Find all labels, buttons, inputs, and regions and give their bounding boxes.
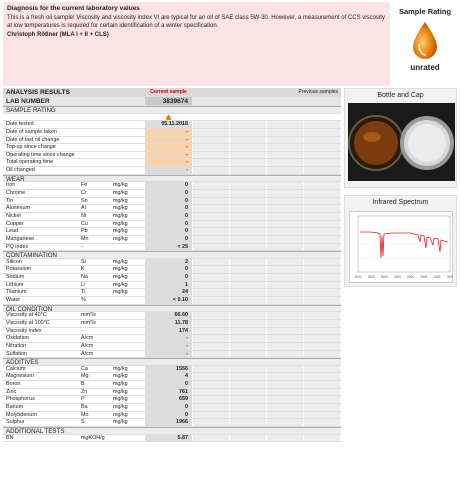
current-value: 2 <box>145 259 192 266</box>
current-value: - <box>145 144 192 151</box>
row-unit <box>113 312 143 319</box>
diagnosis-box <box>3 2 390 86</box>
row-label: Lithium <box>6 281 24 288</box>
row-label: Water <box>6 297 21 304</box>
table-row <box>3 282 341 290</box>
current-value: 0 <box>145 213 192 220</box>
row-symbol: - <box>81 327 83 334</box>
row-label: BN <box>6 434 14 441</box>
flame-icon <box>145 114 192 121</box>
table-row <box>3 320 341 328</box>
table-row <box>3 198 341 206</box>
previous-values-cell <box>193 289 341 296</box>
row-label: Oil changed <box>6 167 35 174</box>
row-label: Date of sample taken <box>6 128 57 135</box>
row-unit <box>113 343 143 350</box>
previous-values-cell <box>193 435 341 442</box>
previous-values-cell <box>193 198 341 205</box>
row-unit: mg/kg <box>113 235 128 242</box>
previous-values-cell <box>193 213 341 220</box>
row-unit: mg/kg <box>113 228 128 235</box>
lab-number-row <box>3 97 341 106</box>
row-symbol: Li <box>81 281 86 288</box>
row-unit <box>113 335 143 342</box>
current-value: - <box>145 137 192 144</box>
ir-tick-label: 500 <box>447 275 453 279</box>
current-value: 0 <box>145 205 192 212</box>
infrared-spectrum-title: Infrared Spectrum <box>372 199 429 206</box>
table-row <box>3 129 341 137</box>
lab-number-value: 3839674 <box>145 97 192 105</box>
current-value: 05.11.2018 <box>145 121 192 128</box>
table-row <box>3 236 341 244</box>
row-label: Viscosity index <box>6 327 42 334</box>
table-row <box>3 190 341 198</box>
current-value: - <box>145 335 192 342</box>
row-symbol: Mn <box>81 235 89 242</box>
table-row <box>3 266 341 274</box>
section-header <box>3 358 341 366</box>
previous-values-cell <box>193 167 341 174</box>
current-value: 0 <box>145 381 192 388</box>
current-value: 0 <box>145 404 192 411</box>
sample-rating-box <box>392 2 458 86</box>
row-label: Tin <box>6 197 14 204</box>
row-symbol: - <box>81 243 83 250</box>
previous-values-cell <box>193 312 341 319</box>
diagnosis-text: This is a fresh oil sample! Viscosity and viscosity index VI are typical for an oil of SAE class 5W-30. However, a measurement of CCS viscosity at low temperatures is required for certain identification of a winter specification. <box>7 15 385 29</box>
row-unit <box>113 297 143 304</box>
ir-tick-label: 3000 <box>380 275 388 279</box>
table-row <box>3 373 341 381</box>
table-row <box>3 167 341 175</box>
ir-tick-label: 1000 <box>433 275 441 279</box>
row-unit: mg/kg <box>113 381 128 388</box>
row-label: Top-up since change <box>6 144 56 151</box>
row-label: Barium <box>6 403 24 410</box>
row-symbol: Ca <box>81 365 88 372</box>
table-row <box>3 389 341 397</box>
table-row <box>3 335 341 343</box>
row-unit: mg/kg <box>113 365 128 372</box>
row-label: Phosphorus <box>6 396 35 403</box>
previous-values-cell <box>193 274 341 281</box>
section-title: SAMPLE RATING <box>6 107 56 113</box>
row-label: Potassium <box>6 266 32 273</box>
table-row <box>3 351 341 359</box>
row-unit: mg/kg <box>113 289 128 296</box>
row-symbol: Na <box>81 274 88 281</box>
table-row <box>3 343 341 351</box>
row-symbol: S <box>81 419 85 426</box>
table-row <box>3 274 341 282</box>
row-unit: mg/kg <box>113 403 128 410</box>
row-unit <box>113 328 143 335</box>
previous-values-cell <box>193 159 341 166</box>
row-label: Titanium <box>6 289 27 296</box>
row-unit: mg/kg <box>113 419 128 426</box>
previous-values-cell <box>193 282 341 289</box>
row-symbol: Cu <box>81 220 88 227</box>
row-symbol: Pb <box>81 228 88 235</box>
row-symbol: Mo <box>81 411 89 418</box>
table-row <box>3 244 341 252</box>
row-unit: mg/kg <box>113 197 128 204</box>
previous-values-cell <box>193 404 341 411</box>
previous-values-cell <box>193 129 341 136</box>
current-value: < 0.10 <box>145 297 192 304</box>
current-value: 66.60 <box>145 312 192 319</box>
row-unit: mg/kg <box>113 220 128 227</box>
table-row <box>3 221 341 229</box>
row-symbol: K <box>81 266 85 273</box>
table-row <box>3 312 341 320</box>
table-row <box>3 419 341 427</box>
previous-values-cell <box>193 328 341 335</box>
previous-values-cell <box>193 205 341 212</box>
section-header-sample-rating <box>3 106 341 114</box>
row-symbol: B <box>81 381 85 388</box>
row-unit: mg/kg <box>113 281 128 288</box>
row-unit: mg/kg <box>113 396 128 403</box>
row-label: Date tested <box>6 121 34 128</box>
previous-values-cell <box>193 190 341 197</box>
infrared-spectrum-panel <box>344 195 457 287</box>
table-row <box>3 366 341 374</box>
current-value: 0 <box>145 182 192 189</box>
diagnosis-title: Diagnosis for the current laboratory values <box>7 5 140 12</box>
row-label: Magnesium <box>6 373 34 380</box>
previous-values-cell <box>193 137 341 144</box>
rating-flame-row <box>3 114 341 122</box>
table-row <box>3 289 341 297</box>
current-value: 0 <box>145 236 192 243</box>
row-symbol: Mg <box>81 373 89 380</box>
current-value: 0 <box>145 412 192 419</box>
sample-rating-value: unrated <box>410 63 440 72</box>
current-value: < 25 <box>145 244 192 251</box>
bottle-cap-photo <box>348 103 455 181</box>
row-symbol: mm²/s <box>81 312 96 319</box>
row-label: PQ index <box>6 243 29 250</box>
row-label: Sodium <box>6 274 25 281</box>
previous-values-cell <box>193 259 341 266</box>
row-symbol: Ni <box>81 212 87 219</box>
row-symbol: A/cm <box>81 335 94 342</box>
table-row <box>3 137 341 145</box>
row-symbol: A/cm <box>81 350 94 357</box>
bottle-cap-title: Bottle and Cap <box>377 92 424 99</box>
row-unit: mg/kg <box>113 274 128 281</box>
current-value: 24 <box>145 289 192 296</box>
row-label: Viscosity at 100°C <box>6 319 50 326</box>
table-row <box>3 404 341 412</box>
row-symbol: P <box>81 396 85 403</box>
row-unit: mg/kg <box>113 190 128 197</box>
previous-values-cell <box>193 266 341 273</box>
previous-values-cell <box>193 144 341 151</box>
row-symbol: mgKOH/g <box>81 434 105 441</box>
section-title: ADDITIVES <box>6 359 39 365</box>
table-row <box>3 381 341 389</box>
current-value: 4 <box>145 373 192 380</box>
row-label: Date of last oil change <box>6 136 60 143</box>
row-label: Copper <box>6 220 24 227</box>
ir-tick-label: 2500 <box>393 275 401 279</box>
section-header <box>3 251 341 259</box>
previous-values-cell <box>193 373 341 380</box>
table-row <box>3 259 341 267</box>
section-header <box>3 175 341 183</box>
row-label: Molybdenum <box>6 411 37 418</box>
row-symbol: Zn <box>81 388 88 395</box>
previous-values-cell <box>193 366 341 373</box>
previous-values-cell <box>193 419 341 426</box>
row-symbol: Al <box>81 205 86 212</box>
table-row <box>3 396 341 404</box>
row-symbol: Fe <box>81 182 88 189</box>
table-row <box>3 213 341 221</box>
ir-tick-label: 3500 <box>367 275 375 279</box>
current-value: 761 <box>145 389 192 396</box>
row-unit: mg/kg <box>113 388 128 395</box>
ir-spectrum-line <box>360 232 448 258</box>
infrared-spectrum-plot <box>349 211 453 283</box>
previous-values-cell <box>193 297 341 304</box>
section-title: ADDITIONAL TESTS <box>6 427 65 434</box>
row-unit <box>113 435 143 442</box>
ir-tick-label: 1500 <box>420 275 428 279</box>
current-value: 0 <box>145 198 192 205</box>
row-symbol: Ti <box>81 289 86 296</box>
row-symbol: mm²/s <box>81 319 96 326</box>
previous-values-cell <box>193 121 341 128</box>
section-title: WEAR <box>6 175 25 182</box>
current-value: 1556 <box>145 366 192 373</box>
row-symbol: Cr <box>81 190 87 197</box>
current-value: 0 <box>145 274 192 281</box>
row-unit: mg/kg <box>113 212 128 219</box>
analysis-results-header <box>3 88 341 97</box>
current-value: - <box>145 152 192 159</box>
ir-tick-label: 2000 <box>407 275 415 279</box>
table-row <box>3 328 341 336</box>
row-symbol: Sn <box>81 197 88 204</box>
analysis-results-table <box>3 88 341 442</box>
row-label: Calcium <box>6 365 26 372</box>
row-label: Operating time since change <box>6 151 75 158</box>
row-unit <box>113 320 143 327</box>
current-value: - <box>145 167 192 174</box>
table-row <box>3 121 341 129</box>
previous-values-cell <box>193 320 341 327</box>
row-label: Oxidation <box>6 335 29 342</box>
row-unit <box>113 351 143 358</box>
row-symbol: % <box>81 297 86 304</box>
table-row <box>3 152 341 160</box>
section-header <box>3 305 341 313</box>
previous-values-cell <box>193 152 341 159</box>
row-label: Manganese <box>6 235 35 242</box>
row-unit: mg/kg <box>113 373 128 380</box>
row-label: Aluminum <box>6 205 30 212</box>
table-row <box>3 228 341 236</box>
row-label: Zinc <box>6 388 17 395</box>
current-value: 5.87 <box>145 435 192 442</box>
row-symbol: A/cm <box>81 342 94 349</box>
current-value: 1 <box>145 282 192 289</box>
current-value: - <box>145 343 192 350</box>
current-value: 0 <box>145 221 192 228</box>
table-row <box>3 412 341 420</box>
row-label: Nickel <box>6 212 21 219</box>
row-unit: mg/kg <box>113 266 128 273</box>
previous-values-cell <box>193 412 341 419</box>
table-row <box>3 297 341 305</box>
row-label: Nitration <box>6 342 27 349</box>
table-row <box>3 159 341 167</box>
row-unit: mg/kg <box>113 182 128 189</box>
row-label: Silicon <box>6 258 22 265</box>
sample-rating-title: Sample Rating <box>398 7 452 16</box>
current-value: - <box>145 351 192 358</box>
current-value: 174 <box>145 328 192 335</box>
row-label: Total operating time <box>6 159 54 166</box>
current-sample-label: Current sample <box>150 89 187 95</box>
previous-values-cell <box>193 343 341 350</box>
row-label: Iron <box>6 182 16 189</box>
table-row <box>3 435 341 443</box>
section-title: CONTAMINATION <box>6 252 57 258</box>
previous-values-cell <box>193 351 341 358</box>
previous-values-cell <box>193 396 341 403</box>
row-label: Sulphur <box>6 419 25 426</box>
current-value: 0 <box>145 228 192 235</box>
row-label: Sulfation <box>6 350 27 357</box>
lab-number-label: LAB NUMBER <box>6 98 50 105</box>
current-value: 1966 <box>145 419 192 426</box>
row-label: Viscosity at 40°C <box>6 312 47 319</box>
previous-values-cell <box>193 389 341 396</box>
diagnosis-author: Christoph Rößner (MLA I + II + CLS) <box>7 32 109 38</box>
row-label: Chrome <box>6 190 26 197</box>
previous-values-cell <box>193 381 341 388</box>
previous-values-cell <box>193 335 341 342</box>
current-value: 11.78 <box>145 320 192 327</box>
previous-values-cell <box>193 244 341 251</box>
oil-drop-icon <box>410 21 440 61</box>
section-header <box>3 427 341 435</box>
current-value: - <box>145 129 192 136</box>
row-label: Lead <box>6 228 18 235</box>
row-symbol: Ba <box>81 403 88 410</box>
row-unit: mg/kg <box>113 205 128 212</box>
current-value: 0 <box>145 190 192 197</box>
previous-values-cell <box>193 221 341 228</box>
row-unit: mg/kg <box>113 258 128 265</box>
previous-values-cell <box>193 182 341 189</box>
current-value: 0 <box>145 266 192 273</box>
previous-values-cell <box>193 236 341 243</box>
row-unit: mg/kg <box>113 411 128 418</box>
row-unit <box>113 244 143 251</box>
section-title: OIL CONDITION <box>6 305 53 312</box>
row-symbol: Si <box>81 258 86 265</box>
table-row <box>3 144 341 152</box>
current-value: - <box>145 159 192 166</box>
previous-values-cell <box>193 228 341 235</box>
ir-tick-label: 4000 <box>354 275 362 279</box>
row-label: Boron <box>6 381 21 388</box>
table-row <box>3 182 341 190</box>
bottle-cap-panel <box>344 88 457 188</box>
analysis-results-title: ANALYSIS RESULTS <box>6 89 70 96</box>
current-value: 659 <box>145 396 192 403</box>
previous-samples-label: Previous samples <box>193 88 341 96</box>
table-row <box>3 205 341 213</box>
